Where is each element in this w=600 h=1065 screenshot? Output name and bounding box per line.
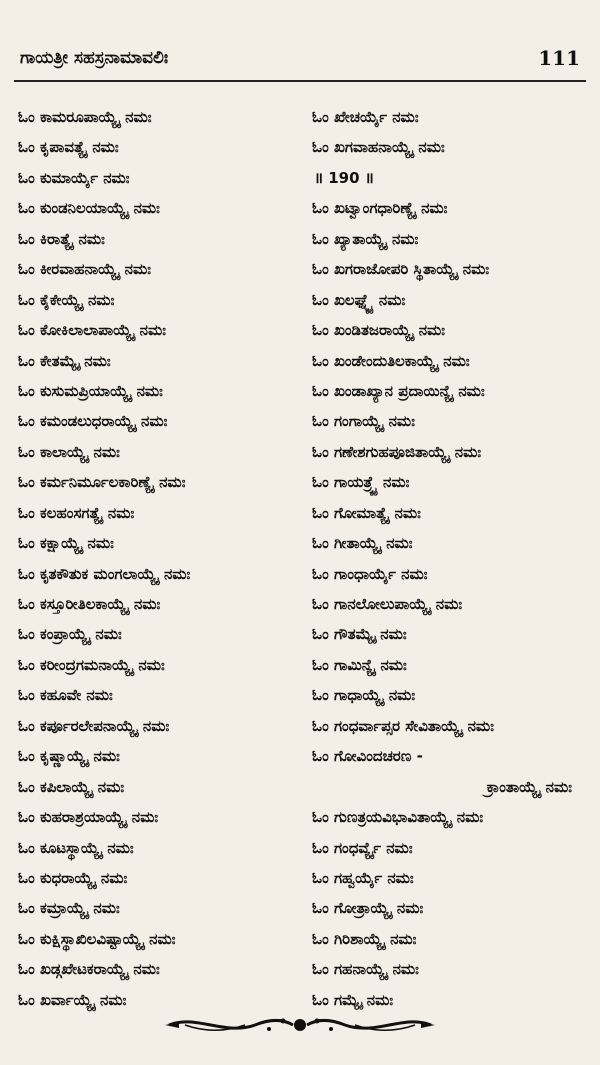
name-entry: ಓಂ ಕುಂಡನಿಲಯಾಯ್ಯೈ ನಮಃ <box>18 199 160 218</box>
name-entry: ಓಂ ಗೌತಮ್ಯೈ ನಮಃ <box>312 625 407 644</box>
name-entry: ಓಂ ಗಹನಾಯ್ಯೈ ನಮಃ <box>312 960 419 979</box>
left-column <box>18 102 308 1015</box>
name-entry: ಓಂ ಖಂಡೇಂದುತಿಲಕಾಯ್ಯೈ ನಮಃ <box>312 351 470 370</box>
name-entry: ಓಂ ಖಲಘ್ನ್ಯೈ ನಮಃ <box>312 290 406 309</box>
name-entry: ಓಂ ಕಂಪ್ರಾಯ್ಯೈ ನಮಃ <box>18 625 122 644</box>
name-entry: ಓಂ ಕಹೂವೇ ನಮಃ <box>18 686 113 705</box>
header-rule <box>14 80 586 82</box>
name-entry: ಓಂ ಖರ್ವಾಯ್ಯೈ ನಮಃ <box>18 990 127 1009</box>
name-entry: ಓಂ ಕಕ್ಷಾಯ್ಯೈ ನಮಃ <box>18 534 114 553</box>
name-entry: ಓಂ ಗಿರಿಶಾಯ್ಯೈ ನಮಃ <box>312 929 417 948</box>
name-entry: ಓಂ ಖಗರಾಜೋಪರಿ ಸ್ಥಿತಾಯ್ಯೈ ನಮಃ <box>312 260 490 279</box>
name-entry: ಓಂ ಖ್ಯಾತಾಯ್ಯೈ ನಮಃ <box>312 229 419 248</box>
name-entry: ಕ್ರಾಂತಾಯ್ಯೈ ನಮಃ <box>486 777 572 796</box>
name-entry: ಓಂ ಕಾಲಾಯ್ಯೈ ನಮಃ <box>18 442 120 461</box>
name-entry: ಓಂ ಗಮ್ಯೈ ನಮಃ <box>312 990 394 1009</box>
name-entry: ಓಂ ಕಲಹಂಸಗತ್ಯೈ ನಮಃ <box>18 503 135 522</box>
name-entry: ಓಂ ಗಾಂಧಾರ್ಯೈ ನಮಃ <box>312 564 428 583</box>
name-entry: ಓಂ ಕುಮಾರ್ಯೈ ನಮಃ <box>18 168 130 187</box>
name-entry: ಓಂ ಕುಸುಮಪ್ರಿಯಾಯ್ಯೈ ನಮಃ <box>18 381 163 400</box>
name-entry: ಓಂ ಕೈಕೇಯ್ಯೈ ನಮಃ <box>18 290 115 309</box>
name-entry: ಓಂ ಗೋತ್ರಾಯ್ಯೈ ನಮಃ <box>312 899 424 918</box>
name-entry: ಓಂ ಖಂಡಾಖ್ಯಾನ ಪ್ರದಾಯಿನ್ಯೈ ನಮಃ <box>312 381 485 400</box>
name-entry: ಓಂ ಕಿರಾತ್ಯೈ ನಮಃ <box>18 229 105 248</box>
name-entry: ಓಂ ಗಾನಲೋಲುಪಾಯ್ಯೈ ನಮಃ <box>312 595 463 613</box>
name-entry: ಓಂ ಗಂಧರ್ವ್ಯೈ ನಮಃ <box>312 838 413 857</box>
name-entry: ಓಂ ಗಣೇಶಗುಹಪೂಜಿತಾಯ್ಯೈ ನಮಃ <box>312 442 482 461</box>
name-entry: ಓಂ ಕಾಮರೂಪಾಯ್ಯೈ ನಮಃ <box>18 108 152 126</box>
verse-number: ॥ 190 ॥ <box>314 168 374 187</box>
name-entry: ಓಂ ಖಂಡಿತಜರಾಯ್ಯೈ ನಮಃ <box>312 321 446 340</box>
name-entry: ಓಂ ಕೀರವಾಹನಾಯ್ಯೈ ನಮಃ <box>18 260 151 279</box>
name-entry: ಓಂ ಗಂಗಾಯ್ಯೈ ನಮಃ <box>312 412 415 431</box>
page-number: 111 <box>538 46 580 70</box>
name-entry: ಓಂ ಕರ್ಮನಿರ್ಮೂಲಕಾರಿಣ್ಯೈ ನಮಃ <box>18 473 186 492</box>
name-entry: ಓಂ ಖಟ್ವಾಂಗಧಾರಿಣ್ಯೈ ನಮಃ <box>312 199 448 218</box>
name-entry: ಓಂ ಕಸ್ತೂರೀತಿಲಕಾಯ್ಯೈ ನಮಃ <box>18 595 161 613</box>
name-entry: ಓಂ ಗೀತಾಯ್ಯೈ ನಮಃ <box>312 534 413 553</box>
name-entry: ಓಂ ಗಾಧಾಯ್ಯೈ ನಮಃ <box>312 686 416 705</box>
decorative-ornament <box>165 1012 435 1038</box>
name-entry: ಓಂ ಕಮ್ರಾಯ್ಯೈ ನಮಃ <box>18 899 120 918</box>
name-entry: ಓಂ ಕುಹರಾಶ್ರಯಾಯ್ಯೈ ನಮಃ <box>18 808 159 827</box>
name-entry: ಓಂ ಕೂಟಸ್ಥಾಯ್ಯೈ ನಮಃ <box>18 838 134 857</box>
name-entry: ಓಂ ಗೋವಿಂದಚರಣ - <box>312 747 423 766</box>
running-title: ಗಾಯತ್ರೀ ಸಹಸ್ರನಾಮಾವಲಿಃ <box>20 48 169 68</box>
name-entry: ಓಂ ಕೃತಕೌತುಕ ಮಂಗಲಾಯ್ಯೈ ನಮಃ <box>18 564 191 583</box>
name-entry: ಓಂ ಕರ್ಪೂರಲೇಪನಾಯ್ಯೈ ನಮಃ <box>18 716 170 735</box>
name-entry: ಓಂ ಗಾಮಿನ್ಯೈ ನಮಃ <box>312 655 407 674</box>
name-entry: ಓಂ ಕಮಂಡಲುಧರಾಯ್ಯೈ ನಮಃ <box>18 412 168 431</box>
name-entry: ಓಂ ಖೇಚರ್ಯೈ ನಮಃ <box>312 108 419 126</box>
name-entry: ಓಂ ಗುಣತ್ರಯವಿಭಾವಿತಾಯ್ಯೈ ನಮಃ <box>312 808 484 827</box>
right-column <box>312 102 600 1015</box>
name-entry: ಓಂ ಕೃಪಾವತ್ಯೈ ನಮಃ <box>18 138 119 157</box>
name-entry: ಓಂ ಕುಧರಾಯ್ಯೈ ನಮಃ <box>18 868 128 887</box>
name-entry: ಓಂ ಖಗವಾಹನಾಯ್ಯೈ ನಮಃ <box>312 138 445 157</box>
name-entry: ಓಂ ಕುಕ್ಷಿಸ್ಥಾಖಿಲವಿಷ್ಟಾಯ್ಯೈ ನಮಃ <box>18 929 176 948</box>
name-entry: ಓಂ ಕೇತಮ್ಯೈ ನಮಃ <box>18 351 111 370</box>
name-entry: ಓಂ ಗೋಮಾತ್ಯೈ ನಮಃ <box>312 503 421 522</box>
name-entry: ಓಂ ಕಪಿಲಾಯ್ಯೈ ನಮಃ <box>18 777 125 796</box>
name-entry: ಓಂ ಗಹ್ವರ್ಯೈ ನಮಃ <box>312 868 414 887</box>
page-header <box>20 48 580 78</box>
name-entry: ಓಂ ಗಾಯತ್ರ್ಯೈ ನಮಃ <box>312 473 410 492</box>
name-entry: ಓಂ ಕರೀಂದ್ರಗಮನಾಯ್ಯೈ ನಮಃ <box>18 655 165 674</box>
name-entry: ಓಂ ಗಂಧರ್ವಾಪ್ಸರ ಸೇವಿತಾಯ್ಯೈ ನಮಃ <box>312 716 494 735</box>
name-entry: ಓಂ ಖಡ್ಗಖೇಟಕರಾಯ್ಯೈ ನಮಃ <box>18 960 160 979</box>
name-entry: ಓಂ ಕೃಷ್ಣಾಯ್ಯೈ ನಮಃ <box>18 747 120 766</box>
name-entry: ಓಂ ಕೋಕಿಲಾಲಾಪಾಯ್ಯೈ ನಮಃ <box>18 321 166 340</box>
